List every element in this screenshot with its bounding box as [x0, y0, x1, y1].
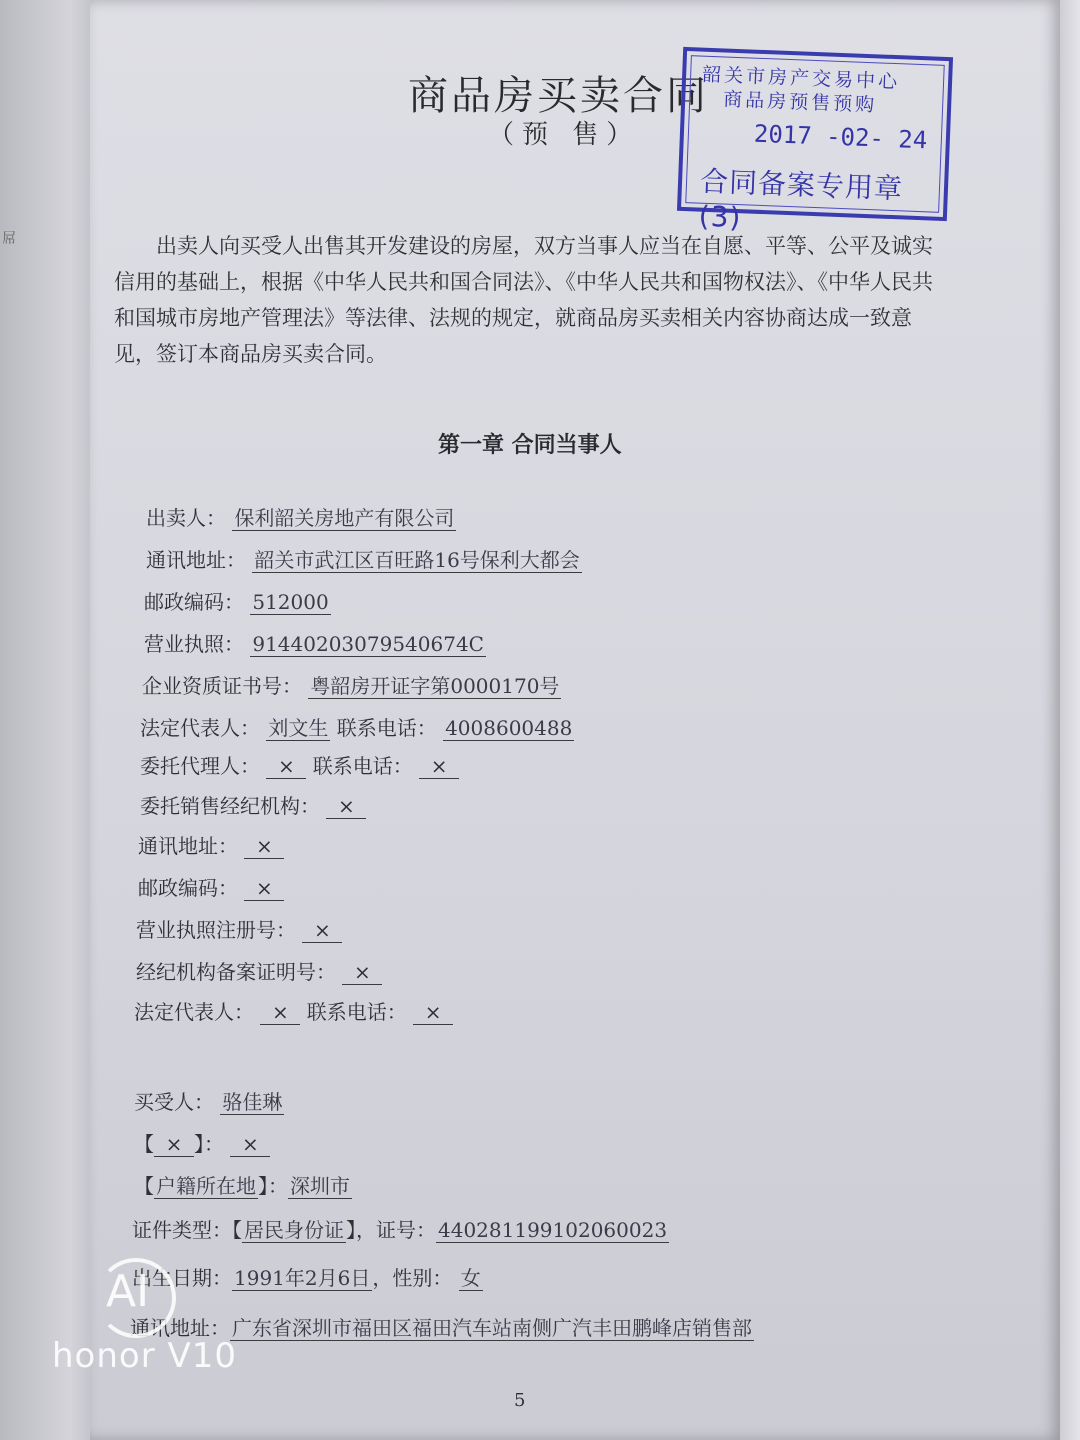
seller-license-row — [144, 628, 486, 657]
seller-agent-phone-label: 联系电话： — [312, 754, 413, 778]
seller-address: 韶关市武江区百旺路16号保利大都会 — [254, 548, 580, 572]
seller-rep-label: 法定代表人： — [140, 716, 260, 740]
seller-license: 91440203079540674C — [252, 632, 484, 656]
buyer-hukou-open: 【 — [134, 1174, 154, 1198]
seller-address-label: 通讯地址： — [146, 548, 246, 572]
buyer-sex: 女 — [460, 1266, 481, 1290]
buyer-id-row — [132, 1214, 669, 1243]
buyer-id-type: 居民身份证 — [244, 1218, 344, 1242]
buyer-id-no: 440281199102060023 — [438, 1218, 668, 1242]
page-edge-mark: 屌 — [2, 231, 16, 247]
page-number: 5 — [514, 1390, 526, 1411]
stamp-line1: 韶关市房产交易中心 — [701, 63, 901, 94]
seller-name-row — [146, 502, 456, 531]
registration-stamp — [677, 47, 953, 235]
buyer-hukou-row — [134, 1170, 352, 1199]
broker-postcode-row — [138, 872, 284, 901]
seller-cert: 粤韶房开证字第0000170号 — [310, 674, 560, 698]
buyer-hukou-label: 户籍所在地 — [156, 1174, 256, 1198]
seller-address-row — [146, 544, 582, 573]
seller-postcode-row — [144, 586, 331, 615]
intro-paragraph — [114, 228, 946, 372]
broker-address: × — [244, 834, 284, 859]
buyer-name-label: 买受人： — [134, 1090, 214, 1114]
seller-license-label: 营业执照： — [144, 632, 244, 656]
broker-postcode: × — [244, 876, 284, 901]
contract-page — [90, 0, 1060, 1440]
seller-agent-label: 委托代理人： — [140, 754, 260, 778]
broker-license-row — [136, 914, 342, 943]
previous-page-edge — [0, 0, 100, 1440]
buyer-id-type-open: 【 — [232, 1218, 242, 1242]
seller-agent-row — [140, 750, 459, 779]
broker-rep-row — [134, 996, 453, 1025]
buyer-id-type-close: 】， — [346, 1218, 376, 1242]
broker-rep-phone: × — [413, 1000, 453, 1025]
seller-agent-phone: × — [419, 754, 459, 779]
ai-logo-text: AI — [106, 1266, 150, 1317]
broker-record-row — [136, 956, 382, 985]
buyer-address: 广东省深圳市福田区福田汽车站南侧广汽丰田鹏峰店销售部 — [232, 1316, 752, 1340]
broker-address-row — [138, 830, 284, 859]
seller-name-label: 出卖人： — [146, 506, 226, 530]
stamp-line2: 商品房预售预购 — [722, 88, 878, 117]
seller-cert-row — [142, 670, 561, 699]
broker-value: × — [326, 794, 366, 819]
seller-name: 保利韶关房地产有限公司 — [234, 506, 455, 530]
broker-label: 委托销售经纪机构： — [140, 794, 320, 818]
broker-rep-phone-label: 联系电话： — [306, 1000, 407, 1024]
buyer-bracket-row — [134, 1128, 270, 1157]
broker-record: × — [342, 960, 382, 985]
buyer-hukou: 深圳市 — [290, 1174, 350, 1198]
chapter-heading: 第一章 合同当事人 — [438, 433, 622, 458]
seller-cert-label: 企业资质证书号： — [142, 674, 302, 698]
buyer-bracket-after: × — [230, 1132, 270, 1157]
buyer-id-no-label: 证号： — [376, 1218, 436, 1242]
stamp-line3: 合同备案专用章(3) — [698, 164, 904, 235]
broker-rep-label: 法定代表人： — [134, 1000, 254, 1024]
seller-rep-phone: 4008600488 — [445, 716, 573, 740]
intro-text: 出卖人向买受人出售其开发建设的房屋，双方当事人应当在自愿、平等、公平及诚实信用的基础上，根据《中华人民共和国合同法》、《中华人民共和国物权法》、《中华人民共和国城市房地产管理法》等法律、法规的规定，就商品房买卖相关内容协商达成一致意见，签订本商品房买卖合同。 — [114, 234, 933, 366]
broker-license-label: 营业执照注册号： — [136, 918, 296, 942]
buyer-birth-row — [132, 1262, 483, 1291]
document-subtitle: （预 售） — [488, 120, 641, 150]
seller-agent: × — [266, 754, 306, 779]
buyer-address-label: 通讯地址： — [130, 1316, 230, 1340]
broker-license: × — [302, 918, 342, 943]
broker-rep: × — [260, 1000, 300, 1025]
stamp-date: 2017 -02- 24 — [753, 119, 928, 155]
seller-postcode-label: 邮政编码： — [144, 590, 244, 614]
buyer-bracket-open: 【 — [134, 1132, 154, 1156]
buyer-birth-label: 出生日期： — [132, 1266, 232, 1290]
broker-record-label: 经纪机构备案证明号： — [136, 960, 336, 984]
brand-text: honor V10 — [52, 1336, 238, 1376]
seller-rep: 刘文生 — [268, 716, 329, 740]
document-title: 商品房买卖合同 — [408, 73, 709, 119]
buyer-birth: 1991年2月6日 — [234, 1266, 371, 1290]
buyer-id-type-label: 证件类型： — [132, 1218, 232, 1242]
broker-postcode-label: 邮政编码： — [138, 876, 238, 900]
buyer-sex-label: ，性别： — [372, 1266, 453, 1290]
buyer-bracket-close: 】： — [194, 1132, 224, 1156]
seller-rep-row — [140, 712, 574, 741]
seller-rep-phone-label: 联系电话： — [336, 716, 437, 740]
buyer-name-row — [134, 1086, 284, 1115]
seller-postcode: 512000 — [252, 590, 329, 614]
broker-address-label: 通讯地址： — [138, 834, 238, 858]
buyer-bracket-value: × — [154, 1132, 194, 1157]
broker-row — [140, 790, 366, 819]
buyer-name: 骆佳琳 — [222, 1090, 283, 1114]
buyer-hukou-close: 】： — [258, 1174, 288, 1198]
